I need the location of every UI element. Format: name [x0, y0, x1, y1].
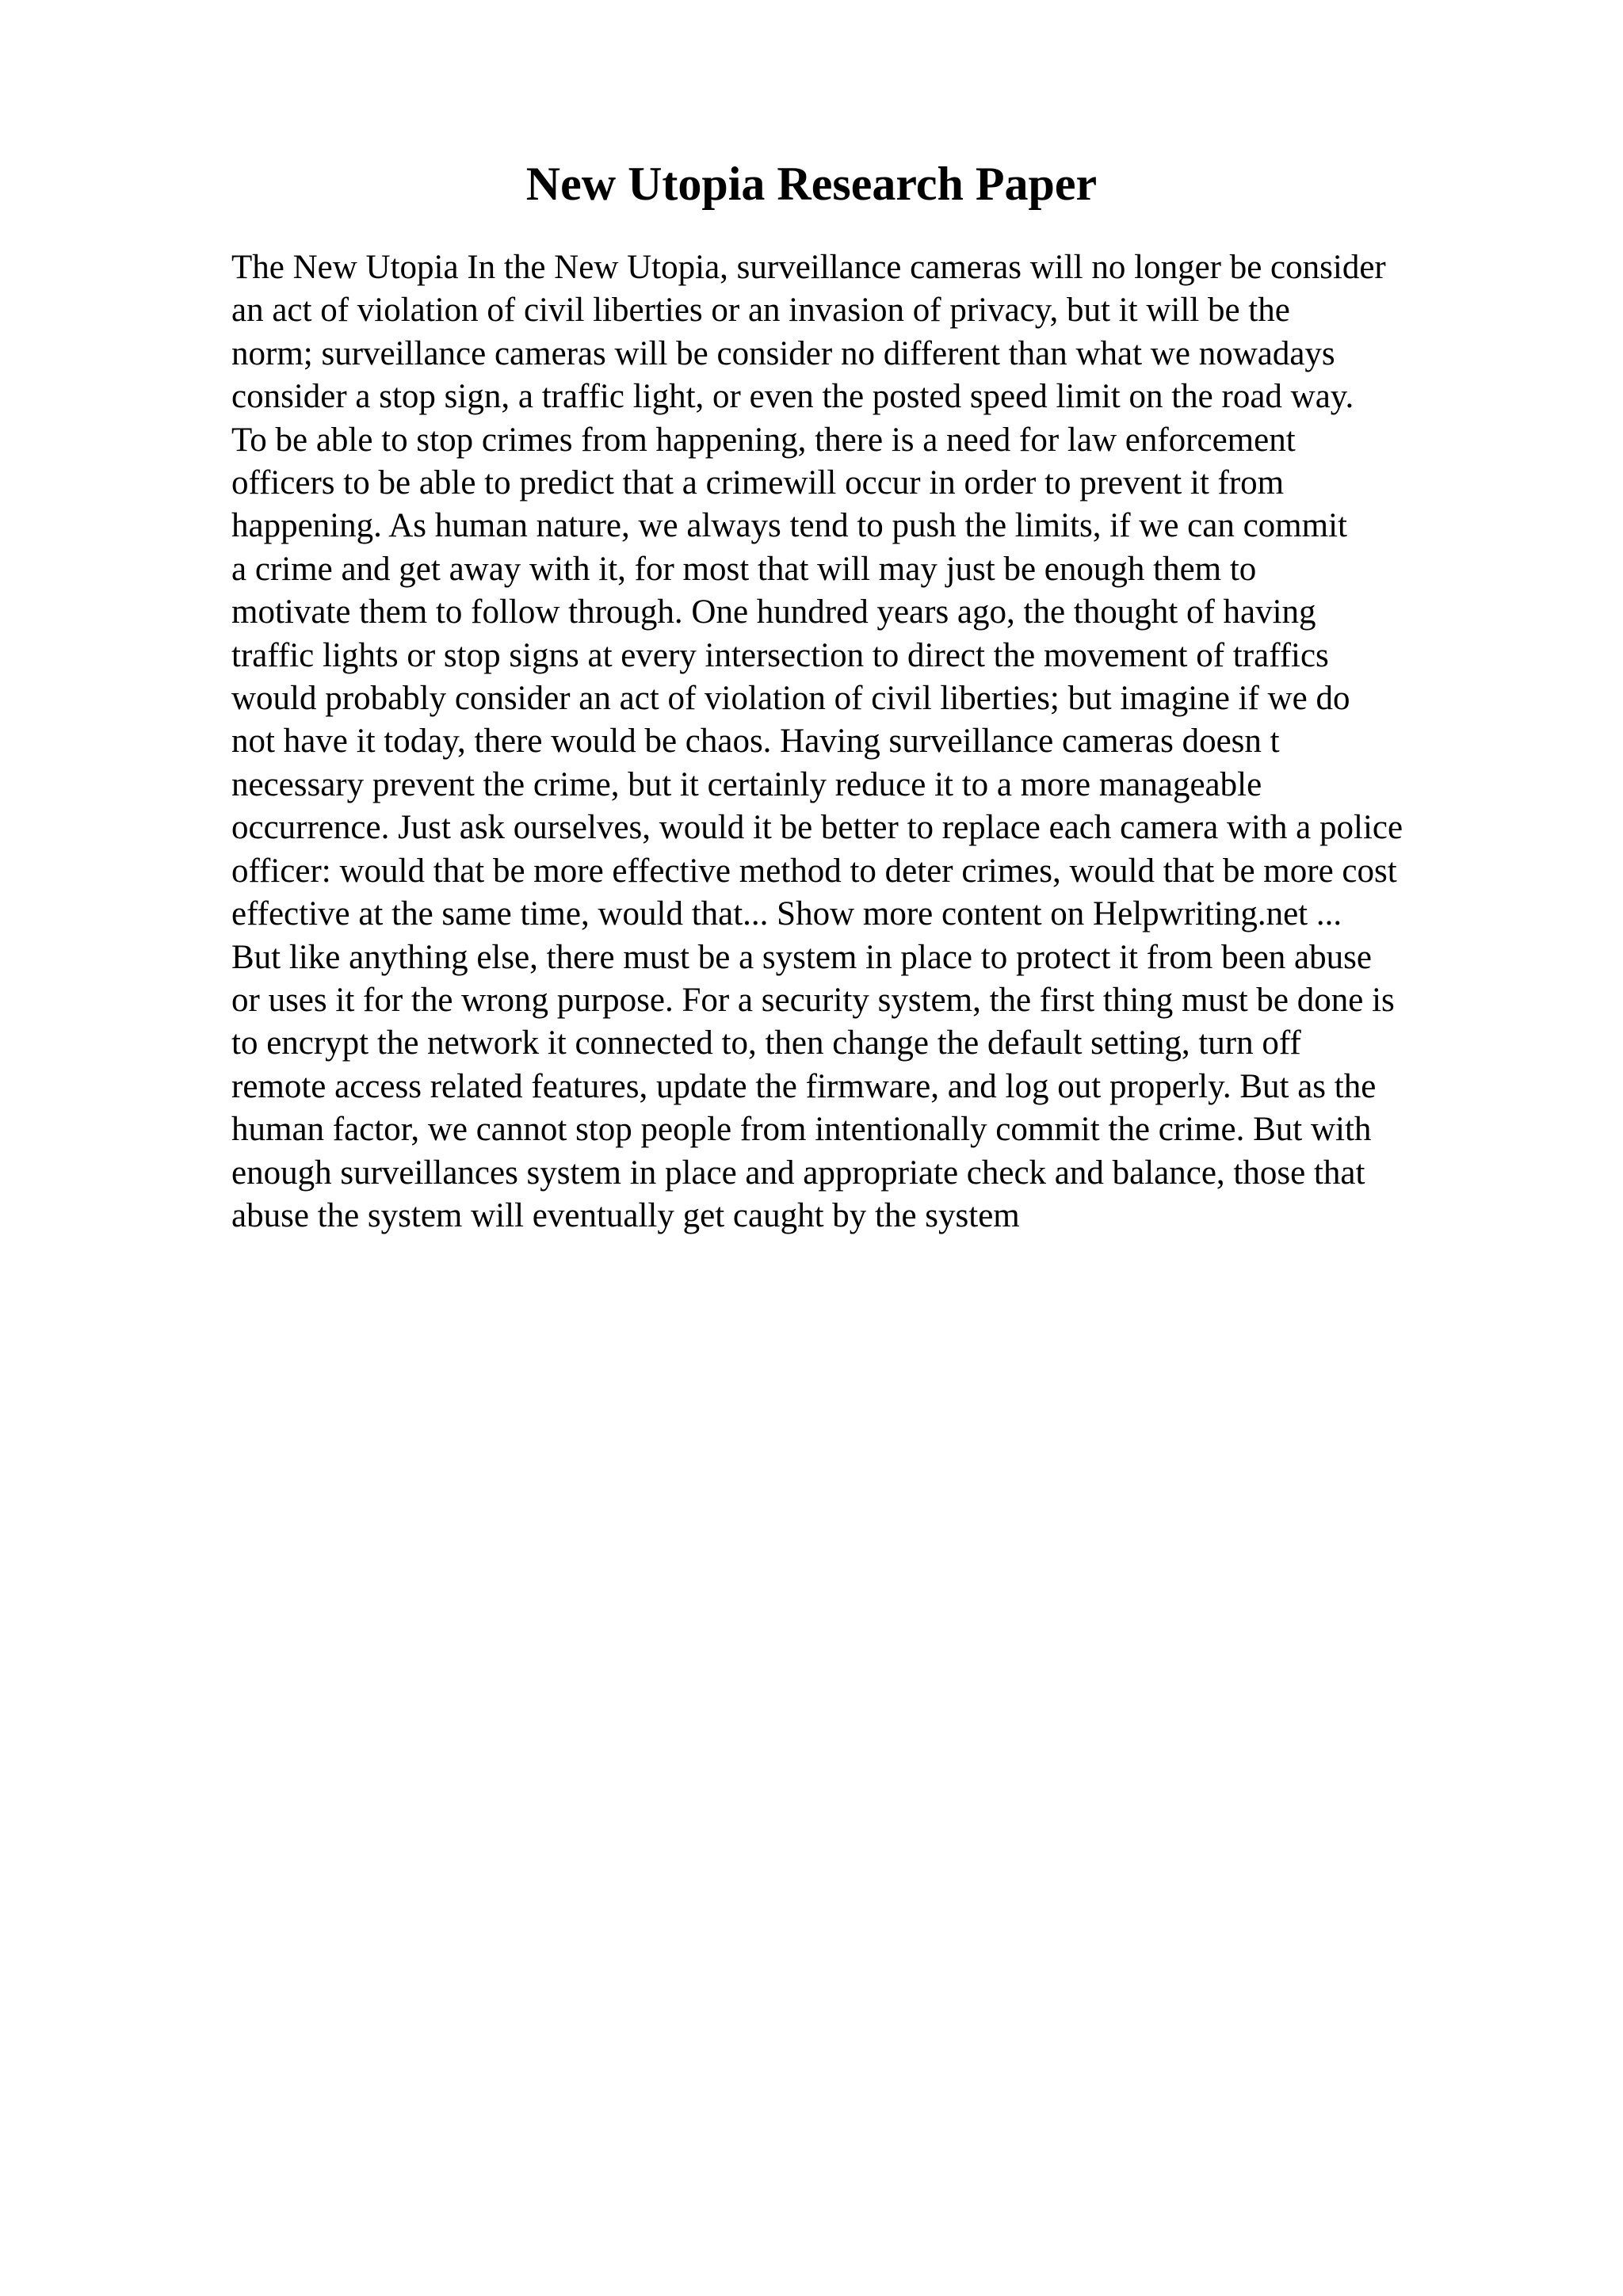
body-line: would probably consider an act of violation of civil liberties; but imagine if we do — [231, 680, 1350, 718]
body-line: consider a stop sign, a traffic light, or even the posted speed limit on the road way. — [231, 378, 1354, 416]
body-line: not have it today, there would be chaos. Having surveillance cameras doesn t — [231, 723, 1280, 761]
body-line: officers to be able to predict that a crimewill occur in order to prevent it from — [231, 464, 1285, 502]
body-line: But like anything else, there must be a system in place to protect it from been abuse — [231, 938, 1372, 976]
document-title: New Utopia Research Paper — [525, 158, 1098, 210]
body-line: To be able to stop crimes from happening, there is a need for law enforcement — [231, 421, 1296, 459]
body-line: necessary prevent the crime, but it certainly reduce it to a more manageable — [231, 765, 1262, 803]
body-line: remote access related features, update the firmware, and log out properly. But as the — [231, 1067, 1377, 1105]
body-line: occurrence. Just ask ourselves, would it be better to replace each camera with a police — [231, 809, 1403, 847]
body-line: human factor, we cannot stop people from intentionally commit the crime. But with — [231, 1111, 1372, 1149]
body-line: norm; surveillance cameras will be consider no different than what we nowadays — [231, 334, 1335, 372]
body-line: traffic lights or stop signs at every intersection to direct the movement of traffics — [231, 636, 1329, 674]
body-line: happening. As human nature, we always tend to push the limits, if we can commit — [231, 507, 1347, 545]
body-line: a crime and get away with it, for most that will may just be enough them to — [231, 550, 1257, 588]
body-line: enough surveillances system in place and appropriate check and balance, those that — [231, 1154, 1365, 1192]
body-line: an act of violation of civil liberties or an invasion of privacy, but it will be the — [231, 292, 1290, 330]
document-body — [231, 246, 1499, 1238]
body-line: officer: would that be more effective method to deter crimes, would that be more cost — [231, 852, 1397, 890]
body-line: to encrypt the network it connected to, then change the default setting, turn off — [231, 1024, 1301, 1062]
body-line: The New Utopia In the New Utopia, surveillance cameras will no longer be consider — [231, 249, 1386, 286]
body-line: or uses it for the wrong purpose. For a security system, the first thing must be done is — [231, 981, 1395, 1019]
body-line: effective at the same time, would that... Show more content on Helpwriting.net ... — [231, 895, 1342, 933]
body-line: abuse the system will eventually get caught by the system — [231, 1196, 1020, 1234]
body-line: motivate them to follow through. One hundred years ago, the thought of having — [231, 593, 1316, 631]
